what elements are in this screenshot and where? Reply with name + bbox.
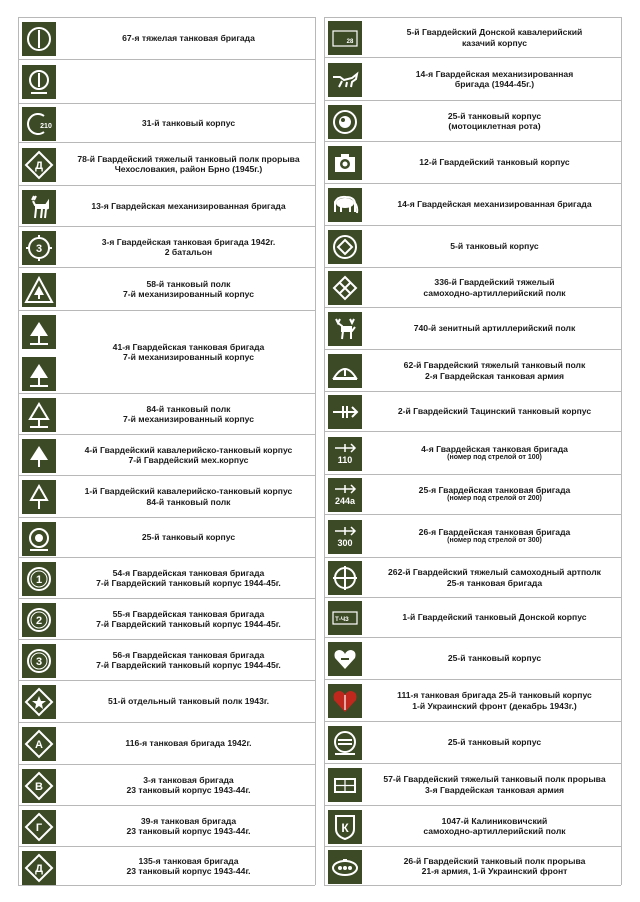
emblem-row — [324, 431, 621, 474]
svg-text:110: 110 — [337, 454, 353, 465]
left-column-border-right — [315, 17, 316, 885]
arrow-bar-icon — [328, 395, 362, 429]
emblem-row — [18, 142, 315, 185]
unit-description: 25-й танковый корпус — [141, 532, 236, 543]
unit-description: 25-я Гвардейская танковая бригада (номер под стрелой от 200) — [418, 485, 571, 503]
unit-description: 55-я Гвардейская танковая бригада 7-й Гвардейский танковый корпус 1944-45г. — [96, 608, 281, 629]
unit-description: 262-й Гвардейский тяжелый самоходный артполк 25-я танковая бригада — [388, 567, 601, 588]
unit-description: 4-я Гвардейская танковая бригада (номер под стрелой от 100) — [421, 443, 568, 461]
emblem-row — [324, 349, 621, 391]
svg-text:2: 2 — [35, 615, 43, 627]
camera-icon — [328, 146, 362, 180]
box-cross-icon — [328, 768, 362, 802]
unit-description: 67-я тяжелая танковая бригада — [122, 33, 255, 44]
box-28-icon — [328, 21, 362, 55]
rhombus-star-icon — [22, 685, 56, 719]
unit-description: 41-я Гвардейская танковая бригада 7-й механизированный корпус — [112, 341, 265, 362]
dome-icon — [328, 354, 362, 388]
unit-description: 31-й танковый корпус — [141, 117, 236, 128]
emblem-row — [18, 722, 315, 764]
emblem-row — [324, 679, 621, 721]
emblem-row — [18, 557, 315, 598]
oval-icon — [328, 850, 362, 884]
unit-description: 56-я Гвардейская танковая бригада 7-й Гвардейский танковый корпус 1944-45г. — [96, 649, 281, 670]
emblem-row — [18, 680, 315, 722]
emblem-row — [18, 475, 315, 517]
moose-icon — [328, 312, 362, 346]
emblem-row — [324, 514, 621, 557]
unit-description: 78-й Гвардейский тяжелый танковый полк прорыва Чехословакия, район Брно (1945г.) — [77, 153, 300, 174]
rhombus-a-icon — [22, 727, 56, 761]
crosshair-icon — [328, 561, 362, 595]
right-column-border-right — [621, 17, 622, 885]
svg-text:244а: 244а — [334, 496, 356, 506]
unit-description: 57-й Гвардейский тяжелый танковый полк прорыва 3-я Гвардейская танковая армия — [383, 774, 606, 795]
unit-description: 1047-й Калиниковичский самоходно-артиллерийский полк — [423, 815, 566, 836]
unit-description: 25-й танковый корпус — [447, 737, 542, 748]
emblem-row — [324, 141, 621, 183]
circle-bar-icon — [22, 22, 56, 56]
unit-description: 740-й зенитный артиллерийский полк — [413, 323, 576, 334]
circle-2-icon — [22, 603, 56, 637]
emblem-row — [324, 597, 621, 637]
unit-description — [64, 60, 313, 103]
svg-text:К: К — [341, 820, 349, 835]
circle-lines-icon — [328, 726, 362, 760]
unit-description: 51-й отдельный танковый полк 1943г. — [108, 696, 269, 707]
unit-description: 25-й танковый корпус — [447, 653, 542, 664]
emblem-row — [324, 721, 621, 763]
unit-description: 135-я танковая бригада 23 танковый корпус 1943-44г. — [126, 855, 251, 876]
emblem-row — [324, 57, 621, 100]
emblem-row — [18, 226, 315, 267]
emblem-row — [324, 637, 621, 679]
deer-icon — [22, 190, 56, 224]
rhombus-d2-icon — [22, 851, 56, 885]
emblem-row — [18, 267, 315, 310]
unit-description: 1-й Гвардейский кавалерийско-танковый корпус 84-й танковый полк — [84, 486, 293, 507]
unit-description: 39-я танковая бригада 23 танковый корпус 1943-44г. — [126, 815, 251, 836]
emblem-row — [324, 846, 621, 885]
emblem-row — [18, 310, 315, 393]
tree-solid-icon — [22, 439, 56, 473]
svg-text:210: 210 — [40, 123, 52, 130]
unit-note: (номер под стрелой от 300) — [447, 536, 542, 544]
emblem-row — [18, 764, 315, 805]
emblem-row — [18, 598, 315, 639]
tree-icon — [22, 315, 56, 349]
unit-description: 1-й Гвардейский танковый Донской корпус — [402, 612, 587, 623]
unit-description: 5-й Гвардейский Донской кавалерийский казачий корпус — [406, 27, 583, 48]
unit-description: 336-й Гвардейский тяжелый самоходно-артиллерийский полк — [423, 277, 566, 298]
unit-description: 3-я танковая бригада 23 танковый корпус 1943-44г. — [126, 774, 251, 795]
emblem-row — [18, 434, 315, 475]
emblem-row — [324, 183, 621, 225]
arrow-244-icon — [328, 478, 362, 512]
right-column-border-left — [324, 17, 325, 885]
emblem-row — [324, 805, 621, 846]
emblem-row — [18, 59, 315, 103]
emblem-row — [18, 17, 315, 59]
unit-description: 12-й Гвардейский танковый корпус — [419, 157, 570, 168]
tree-icon — [22, 357, 56, 391]
heart-icon — [328, 642, 362, 676]
svg-text:300: 300 — [337, 537, 353, 548]
emblem-row — [18, 805, 315, 846]
svg-text:В: В — [35, 781, 43, 793]
svg-text:Д: Д — [35, 863, 43, 875]
unit-description: 4-й Гвардейский кавалерийско-танковый корпус 7-й Гвардейский мех.корпус — [84, 444, 293, 465]
unit-description: 84-й танковый полк 7-й механизированный корпус — [123, 403, 254, 424]
unit-description: 116-я танковая бригада 1942г. — [125, 738, 252, 749]
wolf-icon — [328, 63, 362, 97]
arrow-300-icon — [328, 520, 362, 554]
emblem-row — [18, 393, 315, 434]
unit-description: 26-я Гвардейская танковая бригада (номер под стрелой от 300) — [418, 526, 571, 544]
unit-description: 25-й танковый корпус (мотоциклетная рота) — [447, 110, 542, 131]
unit-description: 54-я Гвардейская танковая бригада 7-й Гвардейский танковый корпус 1944-45г. — [96, 567, 281, 588]
emblem-row — [324, 100, 621, 141]
rhombus-g-icon — [22, 810, 56, 844]
plate-icon — [328, 601, 362, 635]
table-bottom-border — [18, 885, 315, 886]
emblem-row — [324, 557, 621, 597]
circle-bar-base-icon — [22, 65, 56, 99]
ring-dot-icon — [22, 522, 56, 556]
emblem-row — [324, 17, 621, 57]
circle-3-icon — [22, 644, 56, 678]
svg-text:3: 3 — [35, 656, 43, 668]
rhombus-v-icon — [22, 769, 56, 803]
unit-description: 58-й танковый полк 7-й механизированный корпус — [123, 278, 254, 299]
svg-text:1: 1 — [35, 574, 43, 586]
unit-description: 62-й Гвардейский тяжелый танковый полк 2-я Гвардейская танковая армия — [403, 360, 586, 381]
table-bottom-border — [324, 885, 621, 886]
emblem-row — [324, 225, 621, 267]
rhombus-d-icon — [22, 148, 56, 182]
svg-text:3: 3 — [35, 242, 43, 255]
svg-text:Т-ЧЗ: Т-ЧЗ — [335, 617, 349, 623]
tree-outline-icon — [22, 398, 56, 432]
unit-description: 13-я Гвардейская механизированная бригада — [91, 200, 286, 211]
svg-text:А: А — [35, 739, 43, 751]
svg-text:Д: Д — [35, 159, 43, 172]
unit-note: (номер под стрелой от 100) — [447, 453, 542, 461]
unit-description: 14-я Гвардейская механизированная бригада (1944-45г.) — [415, 68, 574, 89]
unit-note: (номер под стрелой от 200) — [447, 495, 542, 503]
triangle-tree-icon — [22, 273, 56, 307]
emblem-row — [18, 103, 315, 142]
svg-text:Г: Г — [35, 822, 43, 834]
unit-description: 2-й Гвардейский Тацинский танковый корпус — [397, 406, 592, 417]
svg-text:28: 28 — [346, 39, 354, 45]
red-heart-icon — [328, 684, 362, 718]
arrow-110-icon — [328, 437, 362, 471]
unit-description: 14-я Гвардейская механизированная бригада — [397, 199, 592, 210]
tree-thin-icon — [22, 480, 56, 514]
unit-description: 111-я танковая бригада 25-й танковый корпус 1-й Украинский фронт (декабрь 1943г.) — [397, 690, 592, 711]
elephant-icon — [328, 188, 362, 222]
unit-description: 3-я Гвардейская танковая бригада 1942г. 2 батальон — [101, 236, 276, 257]
rhombus-cross-icon — [328, 271, 362, 305]
circle-1-icon — [22, 562, 56, 596]
circle-3-arrows-icon — [22, 231, 56, 265]
left-column-border-left — [18, 17, 19, 885]
circle-rhombus-icon — [328, 230, 362, 264]
shield-k-icon — [328, 810, 362, 844]
emblem-row — [18, 846, 315, 885]
emblem-row — [324, 763, 621, 805]
emblem-row — [324, 474, 621, 514]
emblem-row — [324, 267, 621, 307]
emblem-row — [18, 517, 315, 557]
emblem-row — [324, 391, 621, 431]
circle-210-icon — [22, 107, 56, 141]
emblem-row — [18, 639, 315, 680]
unit-description: 26-й Гвардейский танковый полк прорыва 21-я армия, 1-й Украинский фронт — [403, 855, 586, 876]
unit-description: 5-й танковый корпус — [450, 241, 539, 252]
emblem-row — [324, 307, 621, 349]
emblem-row — [18, 185, 315, 226]
circle-disc-icon — [328, 105, 362, 139]
